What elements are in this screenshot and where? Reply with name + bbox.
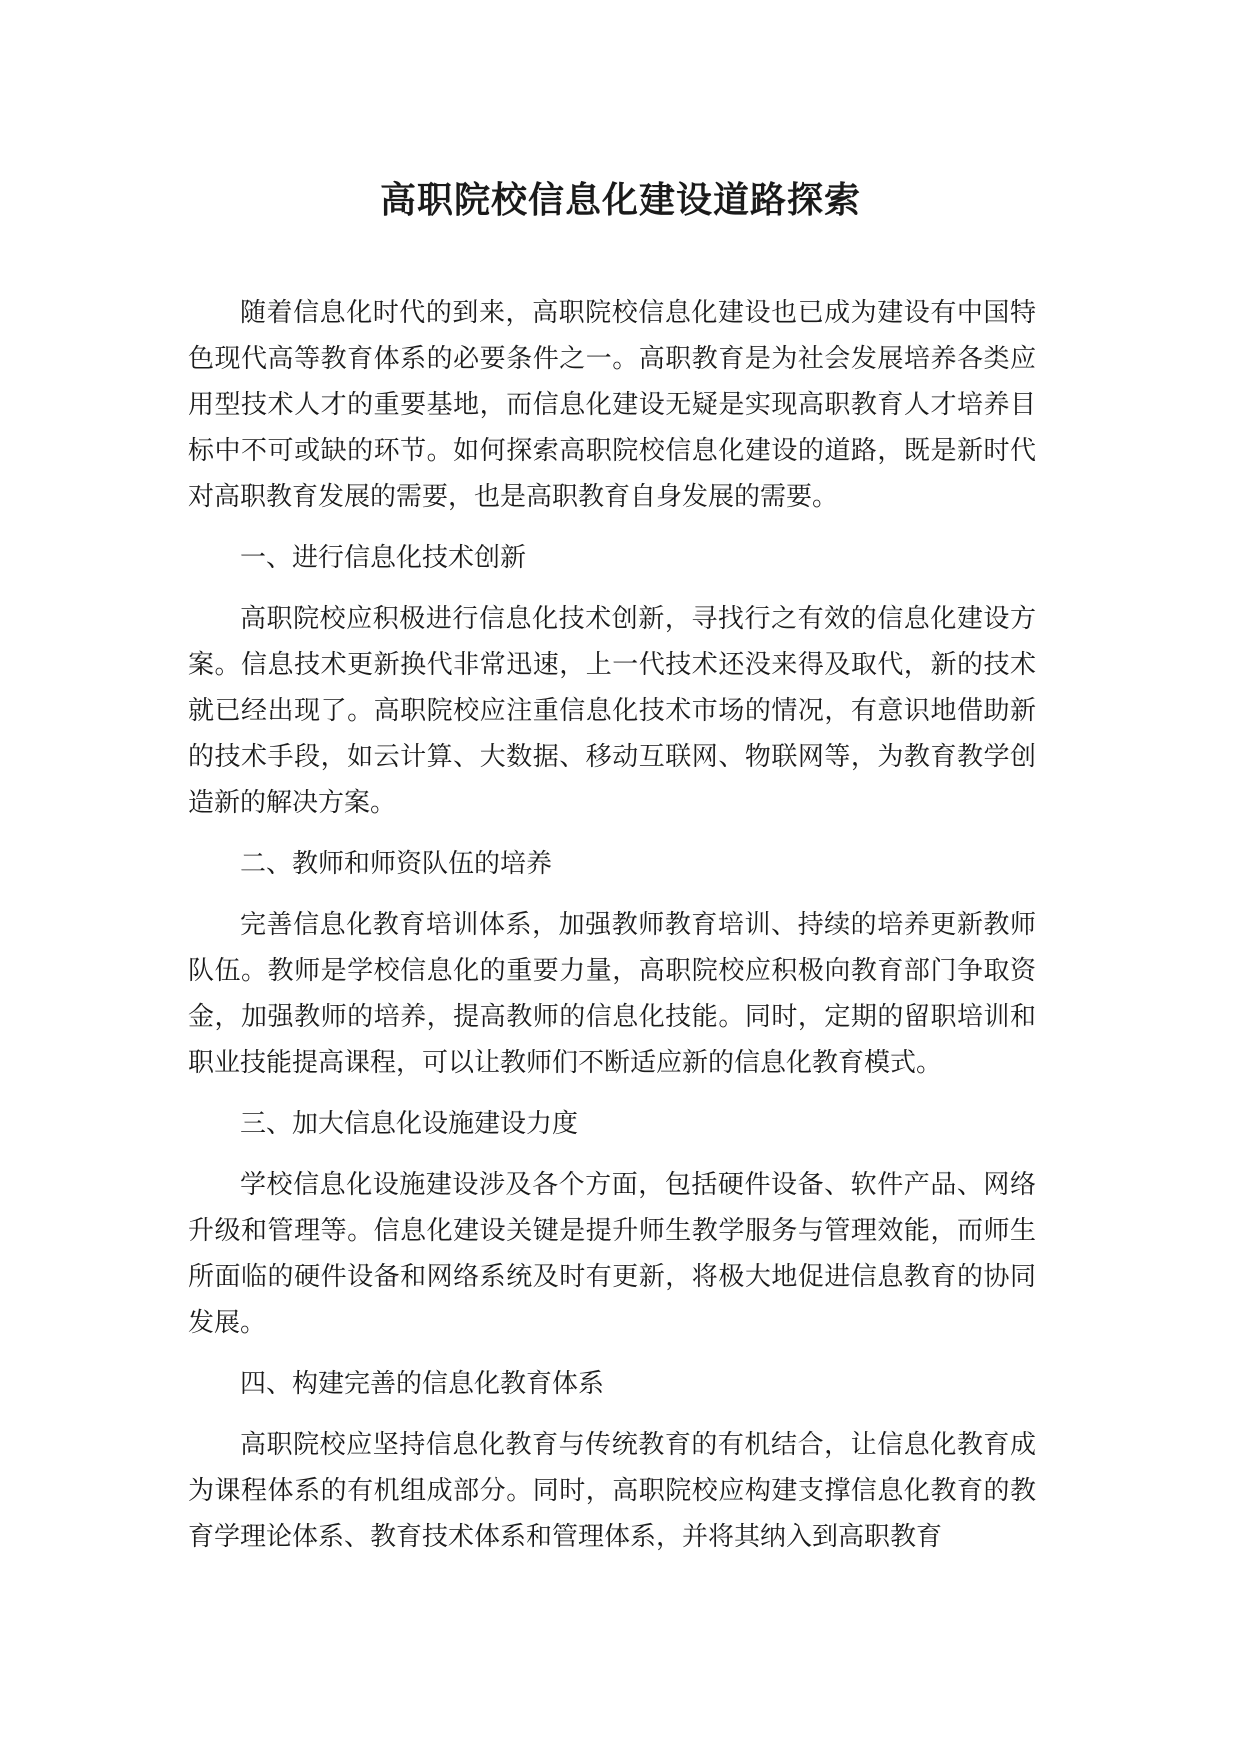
intro-paragraph: 随着信息化时代的到来，高职院校信息化建设也已成为建设有中国特色现代高等教育体系的必要条件之一。高职教育是为社会发展培养各类应用型技术人才的重要基地，而信息化建设无疑是实现高职教育人才培养目标中不可或缺的环节。如何探索高职院校信息化建设的道路，既是新时代对高职教育发展的需要，也是高职教育自身发展的需要。 [188,298,1036,512]
section-2-paragraph: 完善信息化教育培训体系，加强教师教育培训、持续的培养更新教师队伍。教师是学校信息化的重要力量，高职院校应积极向教育部门争取资金，加强教师的培养，提高教师的信息化技能。同时，定期的留职培训和职业技能提高课程，可以让教师们不断适应新的信息化教育模式。 [188,910,1036,1078]
section-4-paragraph: 高职院校应坚持信息化教育与传统教育的有机结合，让信息化教育成为课程体系的有机组成部分。同时，高职院校应构建支撑信息化教育的教育学理论体系、教育技术体系和管理体系，并将其纳入到高职教育 [188,1430,1036,1552]
document-title: 高职院校信息化建设道路探索 [379,180,861,221]
section-3-paragraph: 学校信息化设施建设涉及各个方面，包括硬件设备、软件产品、网络升级和管理等。信息化建设关键是提升师生教学服务与管理效能，而师生所面临的硬件设备和网络系统及时有更新，将极大地促进信息教育的协同发展。 [188,1170,1036,1338]
section-1-paragraph: 高职院校应积极进行信息化技术创新，寻找行之有效的信息化建设方案。信息技术更新换代非常迅速，上一代技术还没来得及取代，新的技术就已经出现了。高职院校应注重信息化技术市场的情况，有意识地借助新的技术手段，如云计算、大数据、移动互联网、物联网等，为教育教学创造新的解决方案。 [188,604,1036,818]
document-body [188,290,1036,1575]
section-heading-3: 三、加大信息化设施建设力度 [240,1109,579,1139]
section-heading-1: 一、进行信息化技术创新 [240,543,527,573]
section-heading-2: 二、教师和师资队伍的培养 [240,849,553,879]
section-heading-4: 四、构建完善的信息化教育体系 [240,1369,605,1399]
